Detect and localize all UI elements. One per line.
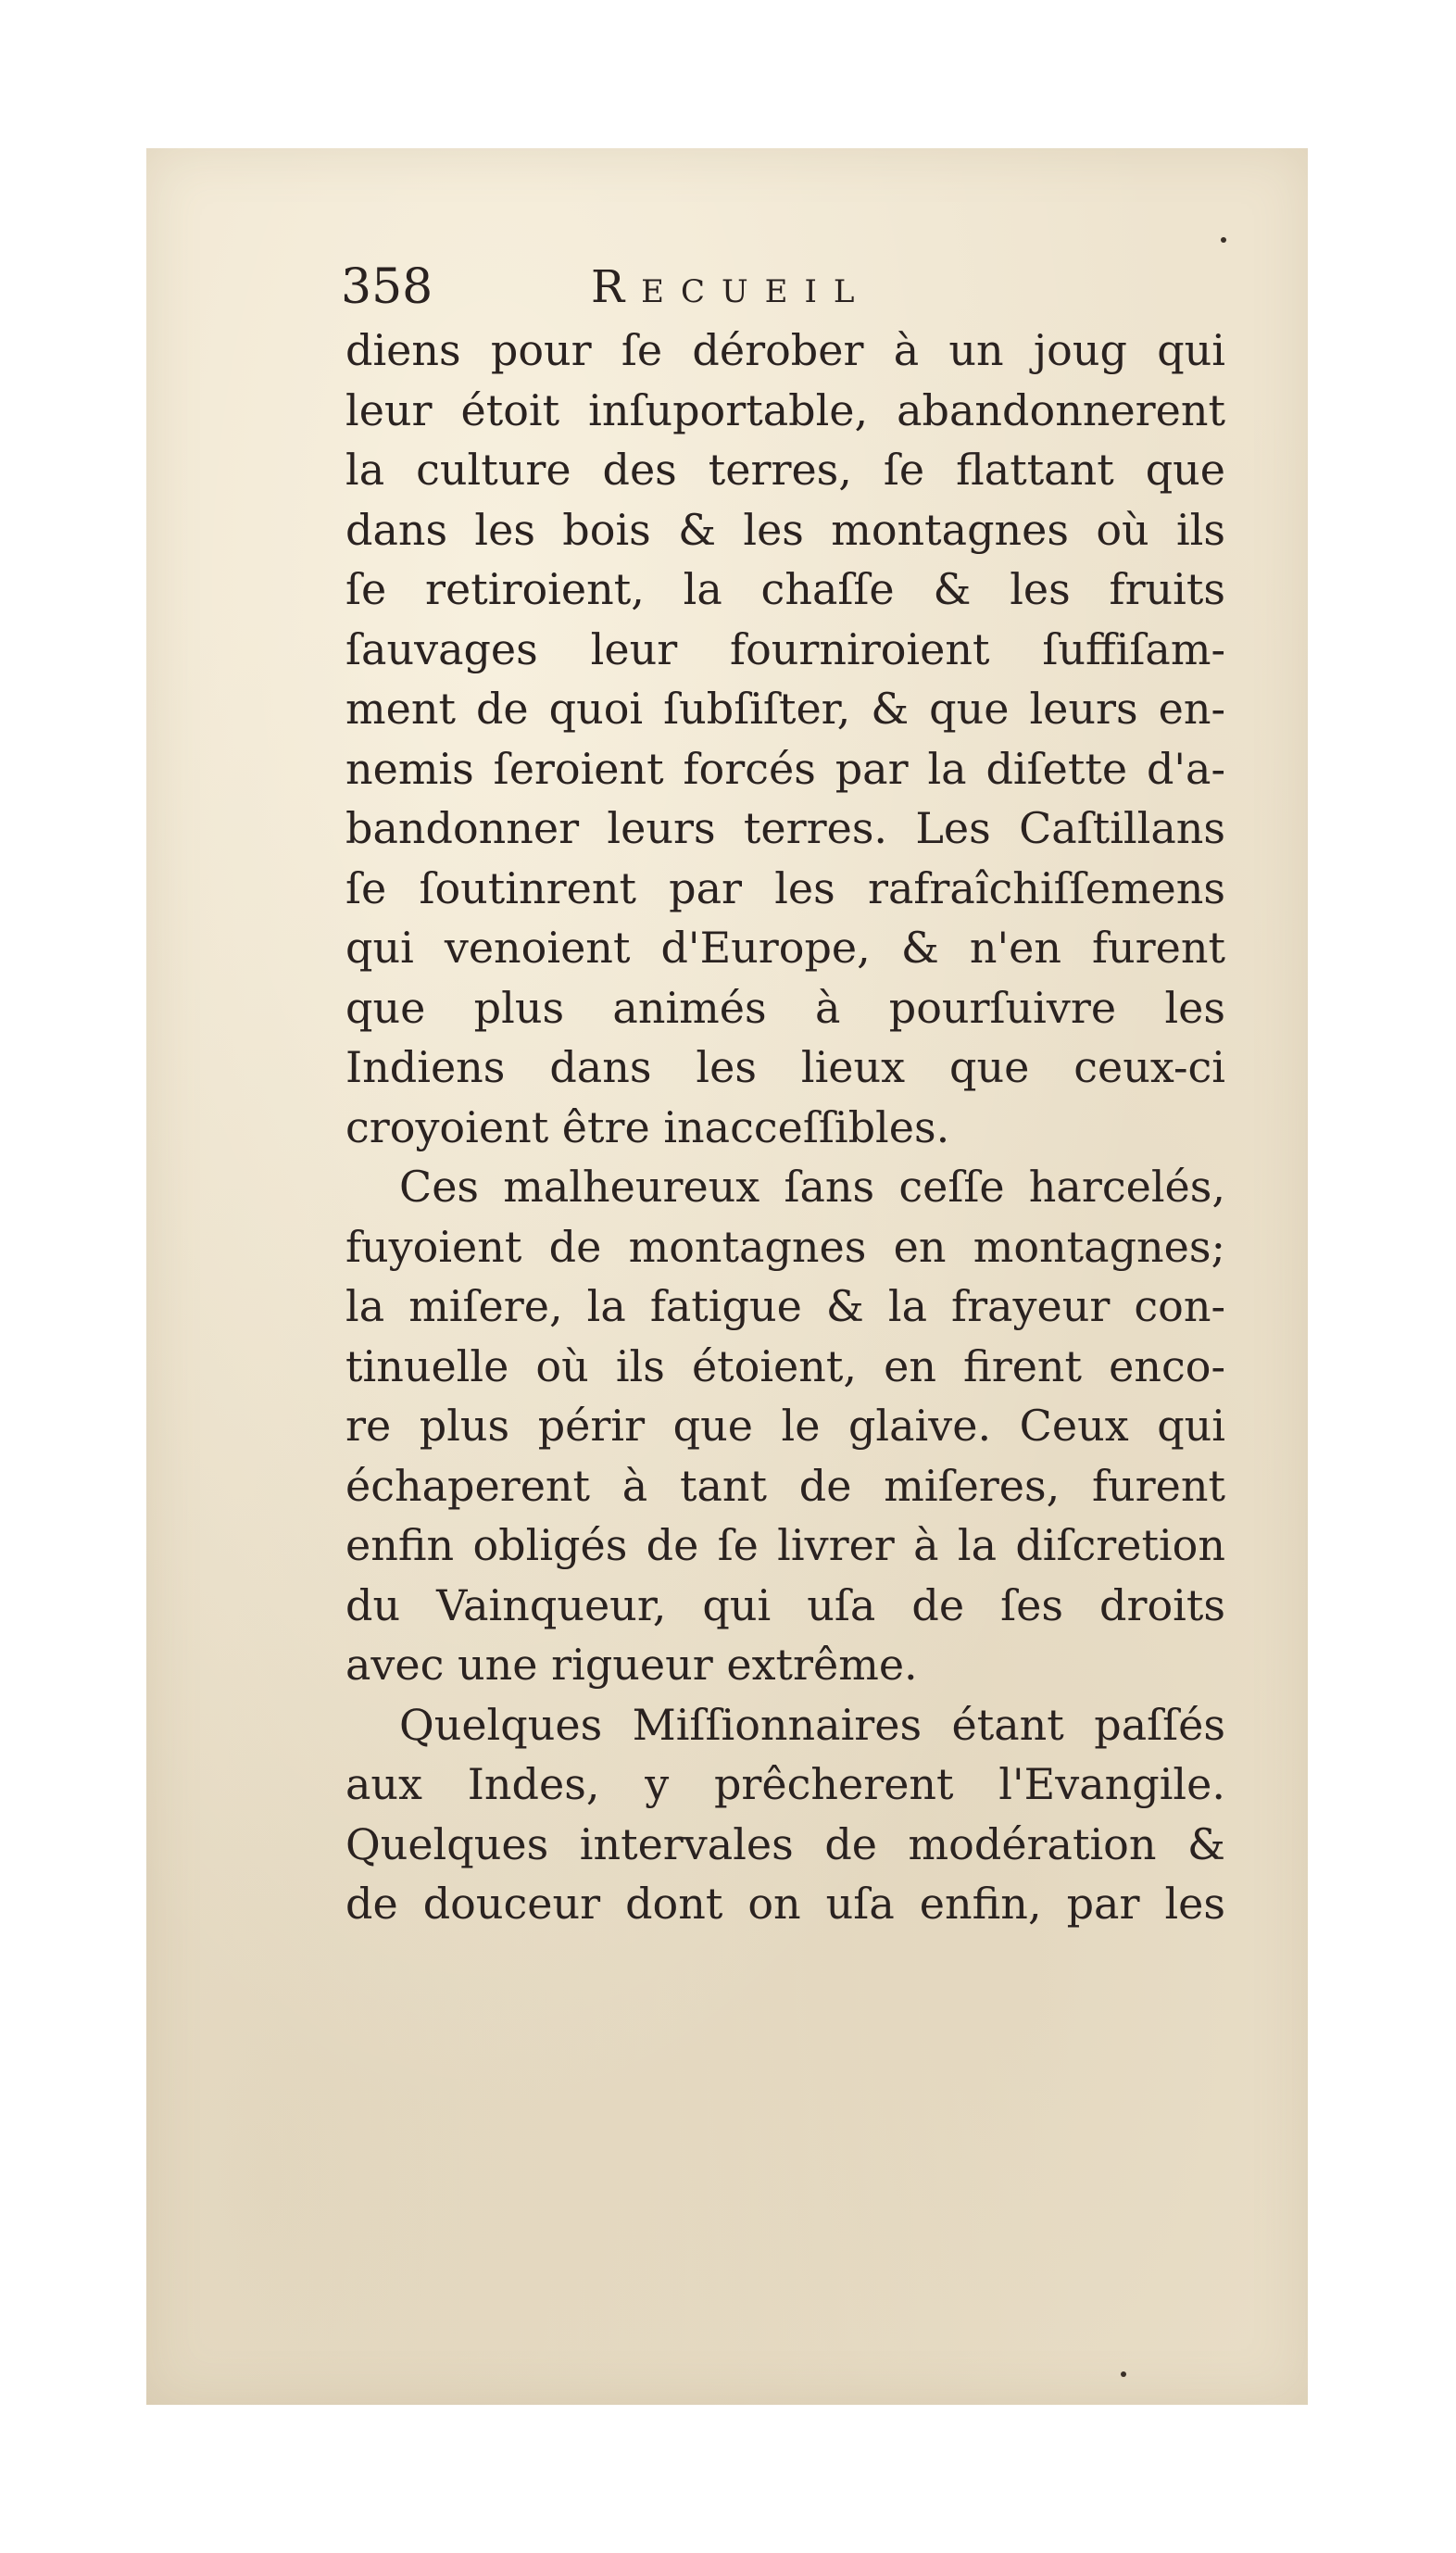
text-line: la culture des terres, ſe flattant que bbox=[345, 445, 1225, 495]
text-line: de douceur dont on uſa enfin, par les bbox=[345, 1879, 1225, 1929]
text-line: Quelques Miſſionnaires étant paſſés bbox=[399, 1699, 1225, 1750]
text-line: Quelques intervales de modération & bbox=[345, 1818, 1225, 1869]
text-line: tinuelle où ils étoient, en firent enco- bbox=[345, 1340, 1225, 1391]
running-title: Recueil bbox=[591, 261, 872, 313]
body-text bbox=[345, 321, 1225, 1934]
page-number: 358 bbox=[341, 259, 433, 315]
text-line: diens pour ſe dérober à un joug qui bbox=[345, 325, 1225, 375]
text-line: nemis ſeroient forcés par la diſette d'a- bbox=[345, 743, 1225, 794]
text-line: Ces malheureux ſans ceſſe harcelés, bbox=[399, 1162, 1225, 1212]
text-line: du Vainqueur, qui uſa de ſes droits bbox=[345, 1579, 1225, 1630]
text-line: la miſere, la fatigue & la frayeur con- bbox=[345, 1281, 1225, 1331]
text-line: leur étoit inſuportable, abandonnerent bbox=[345, 384, 1225, 435]
text-line: ſauvages leur fourniroient ſuffiſam- bbox=[345, 623, 1225, 674]
text-line: re plus périr que le glaive. Ceux qui bbox=[345, 1401, 1225, 1451]
book-page bbox=[146, 148, 1308, 2405]
paper-fleck bbox=[1221, 237, 1226, 243]
text-line: avec une rigueur extrême. bbox=[345, 1640, 918, 1690]
text-line: fuyoient de montagnes en montagnes; bbox=[345, 1221, 1225, 1272]
text-line: enfin obligés de ſe livrer à la diſcretion bbox=[345, 1520, 1225, 1570]
text-line: ſe ſoutinrent par les rafraîchiſſemens bbox=[345, 862, 1225, 913]
text-line: ſe retiroient, la chaſſe & les fruits bbox=[345, 564, 1225, 614]
text-line: Indiens dans les lieux que ceux-ci bbox=[345, 1042, 1225, 1092]
page-header bbox=[341, 255, 1174, 320]
text-line: croyoient être inacceſſibles. bbox=[345, 1101, 950, 1152]
text-line: échaperent à tant de miſeres, furent bbox=[345, 1460, 1225, 1511]
text-line: aux Indes, y prêcherent l'Evangile. bbox=[345, 1759, 1225, 1809]
text-line: bandonner leurs terres. Les Caſtillans bbox=[345, 803, 1225, 853]
text-line: qui venoient d'Europe, & n'en furent bbox=[345, 923, 1225, 973]
text-line: que plus animés à pourſuivre les bbox=[345, 982, 1225, 1033]
text-line: dans les bois & les montagnes où ils bbox=[345, 504, 1225, 555]
paper-fleck bbox=[1121, 2371, 1126, 2377]
text-line: ment de quoi ſubſiſter, & que leurs en- bbox=[345, 684, 1225, 734]
